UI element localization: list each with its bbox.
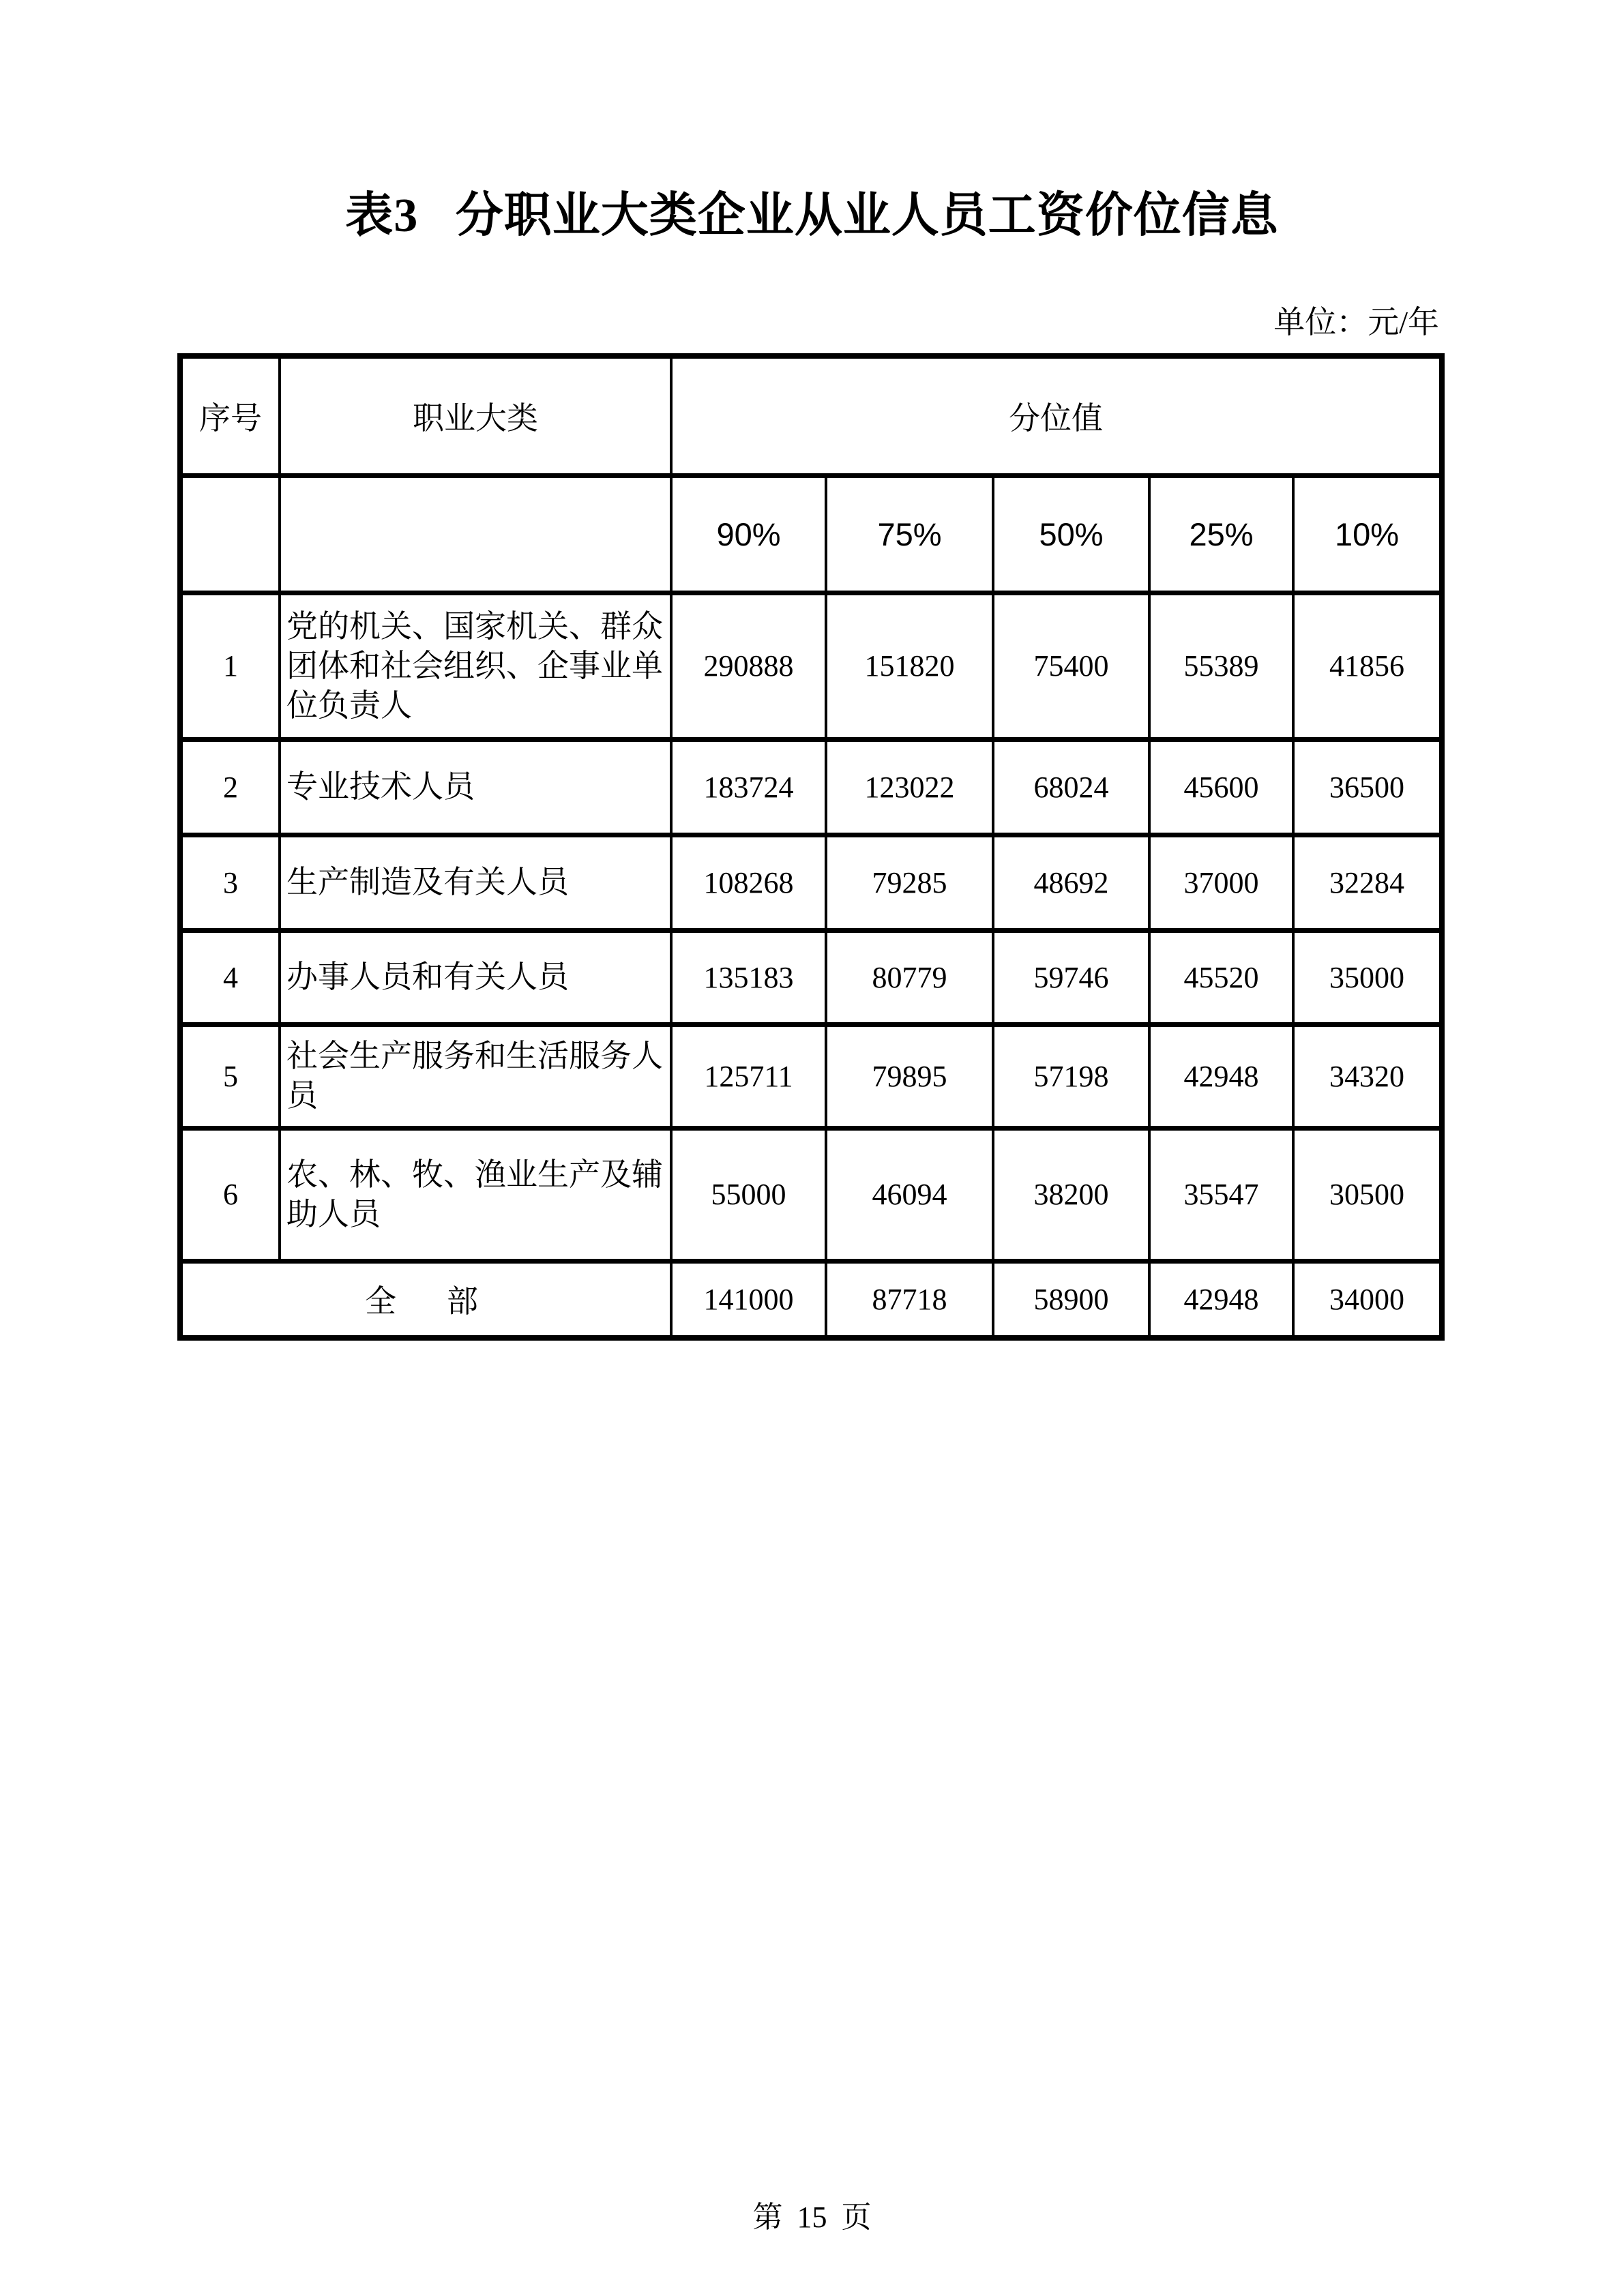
row-seq: 4 [180,930,280,1024]
row-value: 57198 [993,1024,1149,1128]
table-row [180,1024,1442,1128]
row-value: 75400 [993,593,1149,739]
page-title: 表3 分职业大类企业从业人员工资价位信息 [345,190,1279,242]
row-category: 农、林、牧、渔业生产及辅助人员 [280,1128,671,1261]
table-row [180,1128,1442,1261]
row-value: 55389 [1149,593,1293,739]
wage-table [177,353,1445,1341]
row-seq: 1 [180,593,280,739]
row-category: 办事人员和有关人员 [280,930,671,1024]
row-value: 59746 [993,930,1149,1024]
total-value: 58900 [993,1261,1149,1338]
header-percentile-10: 10% [1293,475,1442,593]
total-label: 全 部 [180,1261,671,1338]
row-value: 36500 [1293,739,1442,835]
row-seq: 5 [180,1024,280,1128]
row-category: 社会生产服务和生活服务人员 [280,1024,671,1128]
row-value: 34320 [1293,1024,1442,1128]
page-number: 第 15 页 [752,2201,872,2234]
table-row [180,930,1442,1024]
row-value: 37000 [1149,835,1293,930]
row-category: 生产制造及有关人员 [280,835,671,930]
row-category: 专业技术人员 [280,739,671,835]
header-percentile-75: 75% [826,475,993,593]
row-value: 290888 [671,593,826,739]
row-value: 151820 [826,593,993,739]
header-empty-category [280,475,671,593]
row-value: 45600 [1149,739,1293,835]
header-percentile-25: 25% [1149,475,1293,593]
header-percentile-90: 90% [671,475,826,593]
total-value: 34000 [1293,1261,1442,1338]
row-value: 55000 [671,1128,826,1261]
row-value: 123022 [826,739,993,835]
row-value: 135183 [671,930,826,1024]
row-value: 108268 [671,835,826,930]
row-value: 125711 [671,1024,826,1128]
row-value: 48692 [993,835,1149,930]
row-category: 党的机关、国家机关、群众团体和社会组织、企事业单位负责人 [280,593,671,739]
row-value: 80779 [826,930,993,1024]
row-value: 46094 [826,1128,993,1261]
row-value: 68024 [993,739,1149,835]
row-value: 79895 [826,1024,993,1128]
row-seq: 6 [180,1128,280,1261]
row-seq: 3 [180,835,280,930]
row-value: 35547 [1149,1128,1293,1261]
table-header-row [180,356,1442,475]
header-empty-seq [180,475,280,593]
row-value: 30500 [1293,1128,1442,1261]
table-row [180,739,1442,835]
total-value: 141000 [671,1261,826,1338]
total-value: 87718 [826,1261,993,1338]
row-value: 41856 [1293,593,1442,739]
row-seq: 2 [180,739,280,835]
row-value: 38200 [993,1128,1149,1261]
header-category: 职业大类 [280,356,671,475]
row-value: 183724 [671,739,826,835]
table-row [180,593,1442,739]
table-percentile-row [180,475,1442,593]
row-value: 45520 [1149,930,1293,1024]
header-percentile-50: 50% [993,475,1149,593]
row-value: 35000 [1293,930,1442,1024]
row-value: 42948 [1149,1024,1293,1128]
row-value: 32284 [1293,835,1442,930]
header-quantile: 分位值 [671,356,1442,475]
header-seq: 序号 [180,356,280,475]
total-value: 42948 [1149,1261,1293,1338]
unit-note: 单位：元/年 [1273,305,1439,340]
table-total-row [180,1261,1442,1338]
row-value: 79285 [826,835,993,930]
table-row [180,835,1442,930]
